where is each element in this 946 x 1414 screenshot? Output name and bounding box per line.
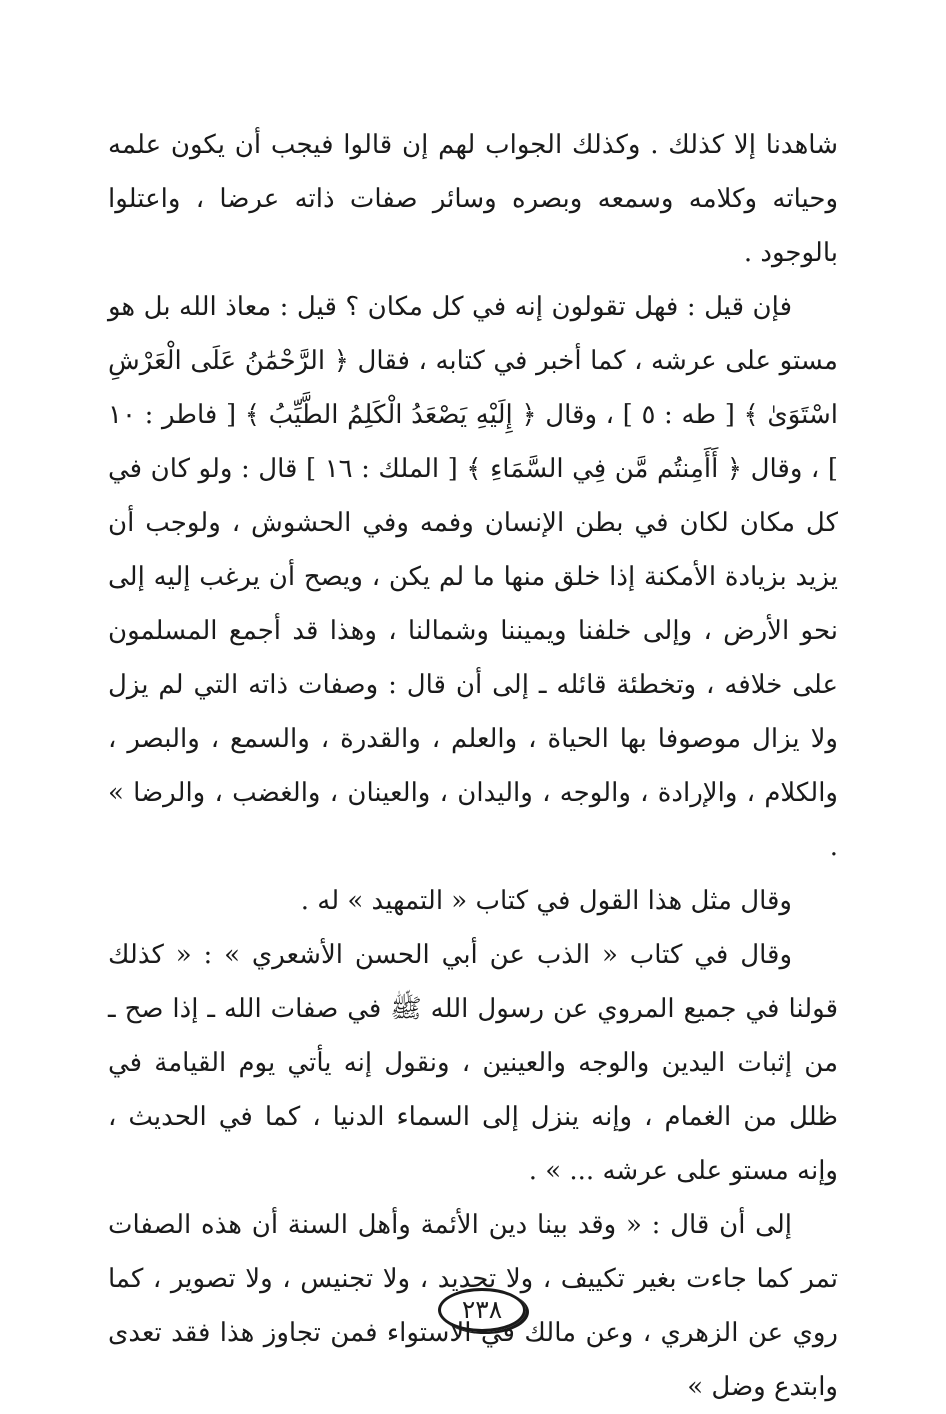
paragraph-5: إلى أن قال : « وقد بينا دين الأئمة وأهل السنة أن هذه الصفات تمر كما جاءت بغير تكييف ، ولا تحديد ، ولا تجنيس ، ولا تصوير ، كما روي عن الزهري ، وعن مالك في الاستواء فمن تجاوز هذا فقد تعدى وابتدع وضل »	[108, 1210, 838, 1402]
page-text	[108, 118, 838, 1414]
paragraph-4: وقال في كتاب « الذب عن أبي الحسن الأشعري » : « كذلك قولنا في جميع المروي عن رسول الله ﷺ في صفات الله ـ إذا صح ـ من إثبات اليدين والوجه والعينين ، ونقول إنه يأتي يوم القيامة في ظلل من الغمام ، وإنه ينزل إلى السماء الدنيا ، كما في الحديث ، وإنه مستو على عرشه ... » .	[108, 940, 838, 1186]
page-number: ٢٣٨	[438, 1288, 526, 1332]
paragraph-3: وقال مثل هذا القول في كتاب « التمهيد » له .	[300, 886, 792, 916]
paragraph-1: شاهدنا إلا كذلك . وكذلك الجواب لهم إن قالوا فيجب أن يكون علمه وحياته وكلامه وسمعه وبصره وسائر صفات ذاته عرضا ، واعتلوا بالوجود .	[108, 130, 838, 268]
paragraph-2: فإن قيل : فهل تقولون إنه في كل مكان ؟ قيل : معاذ الله بل هو مستو على عرشه ، كما أخبر في كتابه ، فقال ﴿ الرَّحْمَٰنُ عَلَى الْعَرْشِ اسْتَوَىٰ ﴾ [ طه : ٥ ] ، وقال ﴿ إِلَيْهِ يَصْعَدُ الْكَلِمُ الطَّيِّبُ ﴾ [ فاطر : ١٠ ] ، وقال ﴿ أَأَمِنتُم مَّن فِي السَّمَاءِ ﴾ [ الملك : ١٦ ] قال : ولو كان في كل مكان لكان في بطن الإنسان وفمه وفي الحشوش ، ولوجب أن يزيد بزيادة الأمكنة إذا خلق منها ما لم يكن ، ويصح أن يرغب إليه إلى نحو الأرض ، وإلى خلفنا ويميننا وشمالنا ، وهذا قد أجمع المسلمون على خلافه ، وتخطئة قائله ـ إلى أن قال : وصفات ذاته التي لم يزل ولا يزال موصوفا بها الحياة ، والعلم ، والقدرة ، والسمع ، والبصر ، والكلام ، والإرادة ، والوجه ، واليدان ، والعينان ، والغضب ، والرضا » .	[108, 292, 839, 862]
